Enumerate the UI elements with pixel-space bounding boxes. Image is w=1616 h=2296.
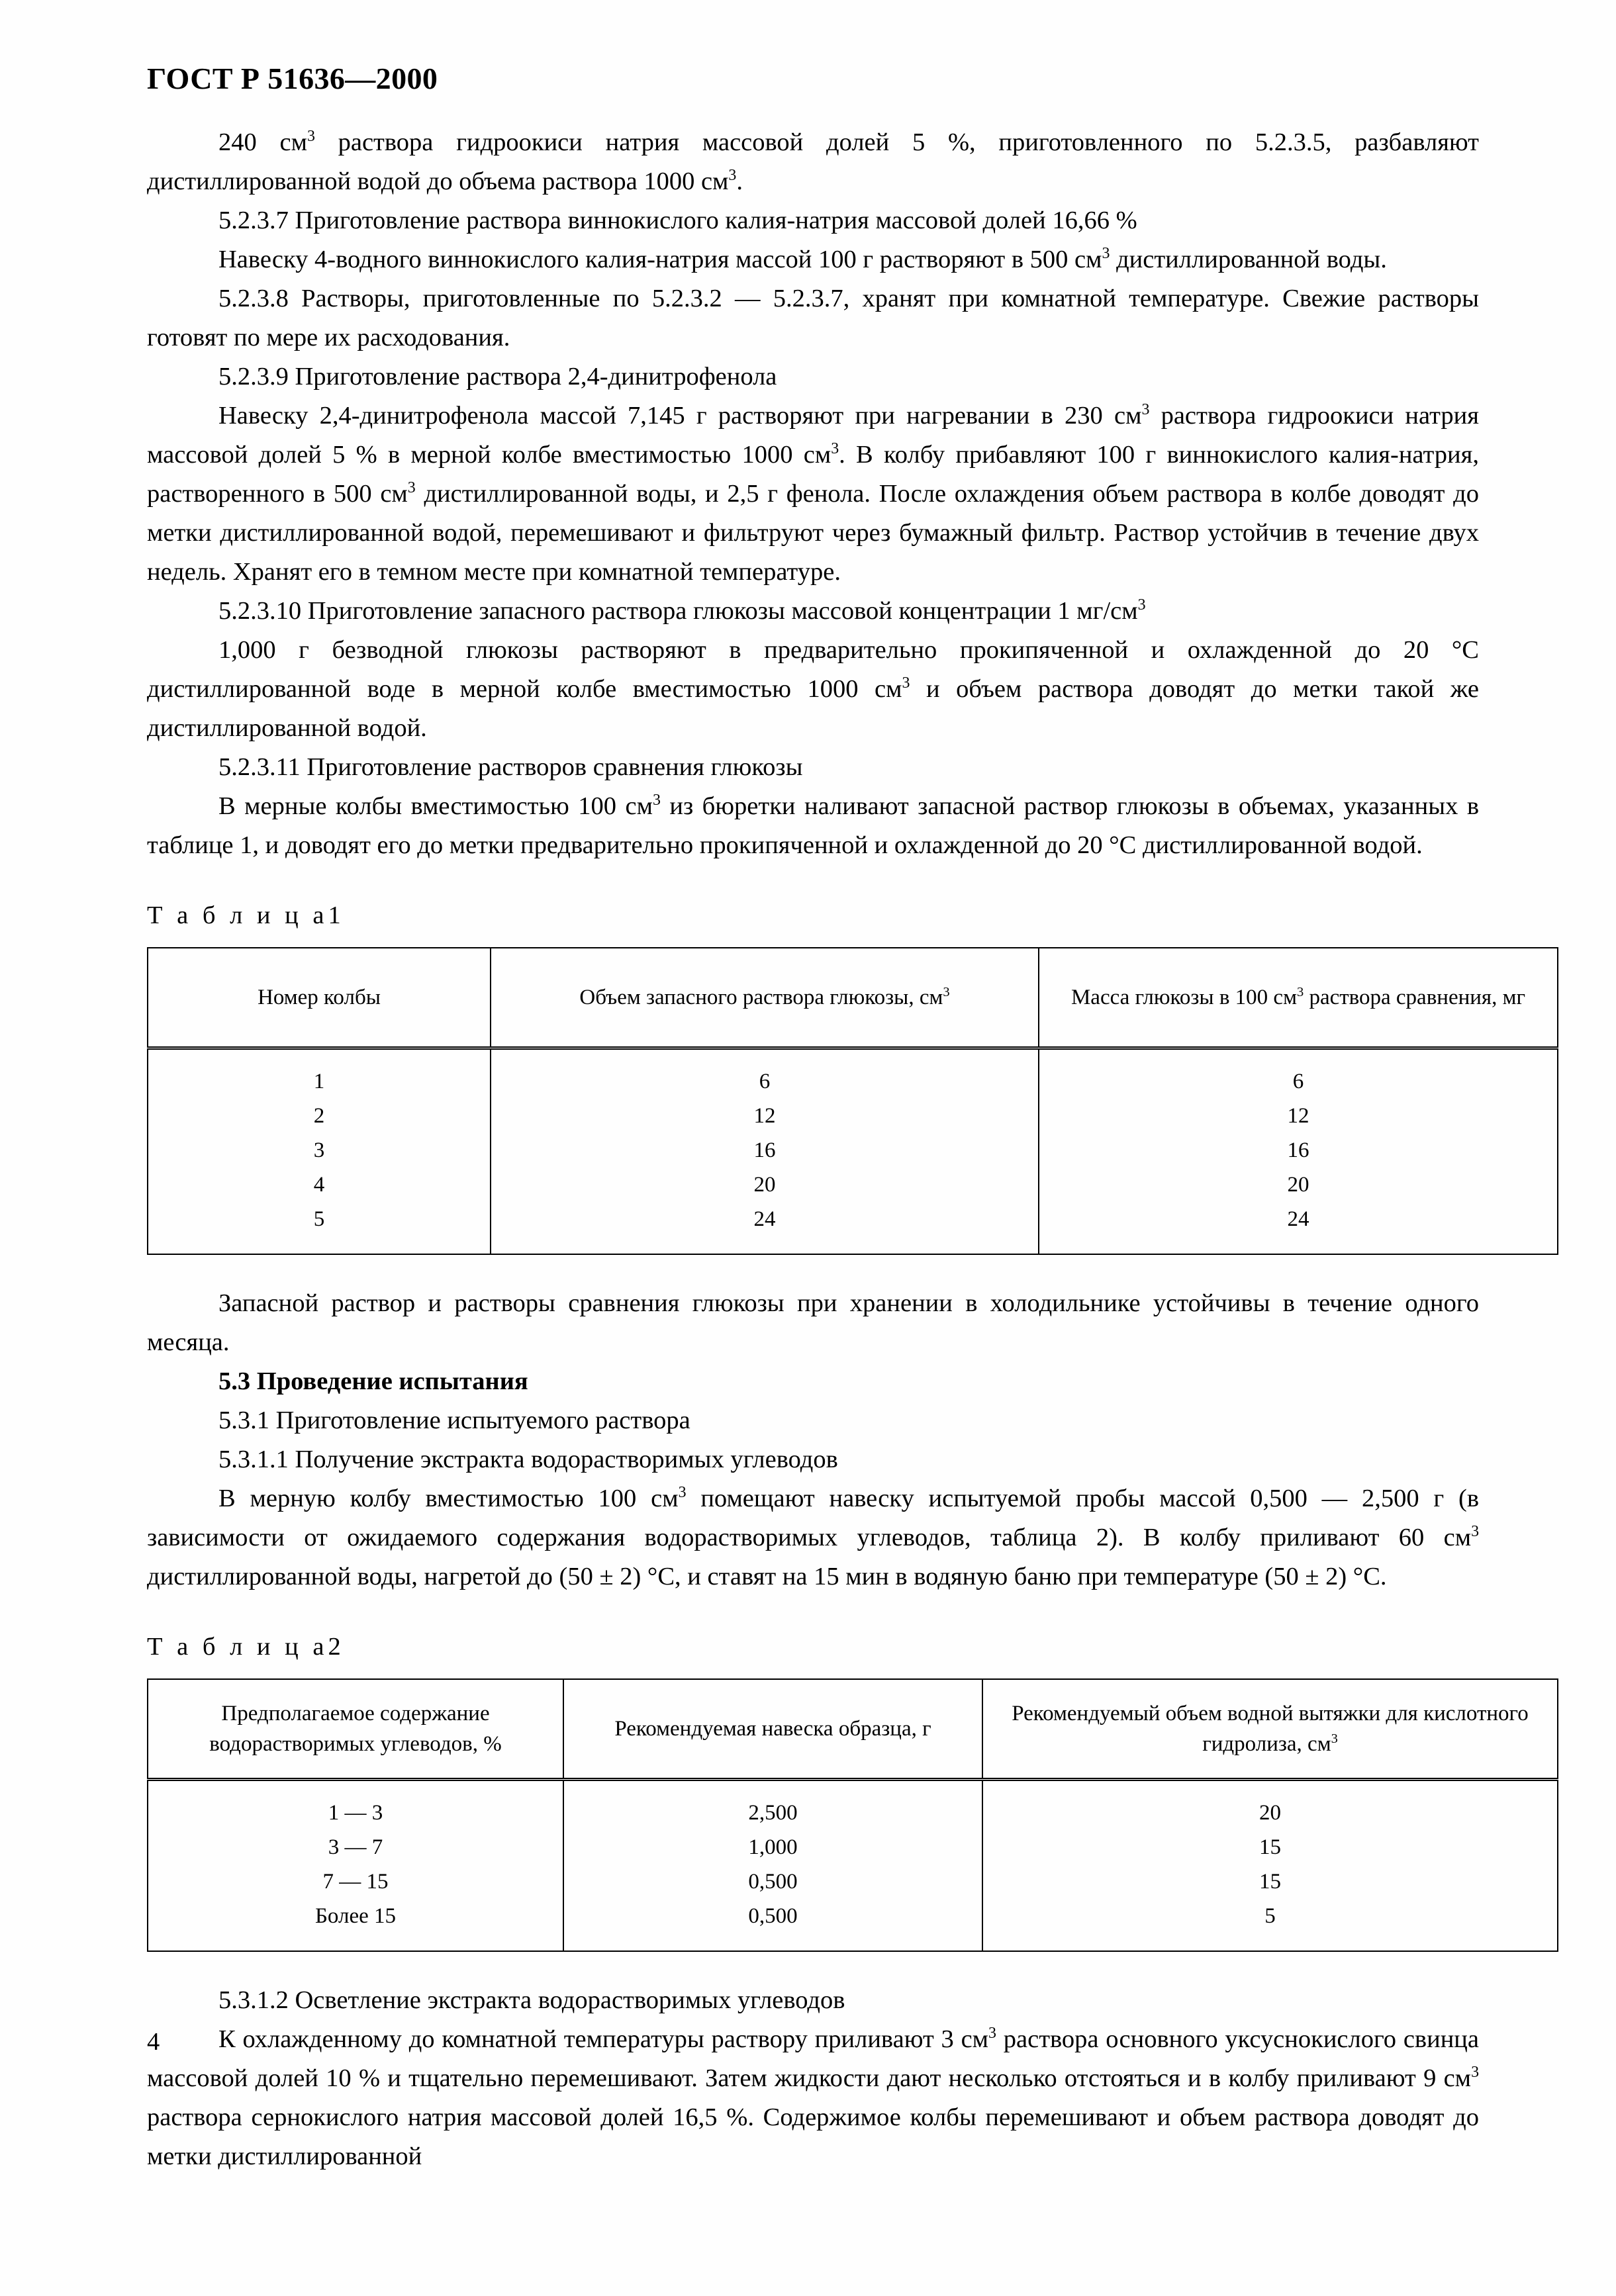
- table-row: [148, 1830, 1558, 1864]
- paragraph-5-3-1: 5.3.1 Приготовление испытуемого раствора: [218, 1406, 690, 1434]
- table-2-body: [148, 1780, 1558, 1952]
- body-text-block-2: [147, 1284, 1479, 1596]
- table-cell: 2,500: [563, 1780, 982, 1831]
- table-1-caption-number: 1: [328, 901, 341, 929]
- table-2-header-expected-content: Предполагаемое содержание водорастворимых углеводов, %: [148, 1679, 563, 1780]
- table-cell: 15: [982, 1830, 1558, 1864]
- table-row: [148, 1202, 1558, 1254]
- superscript-3: 3: [678, 1484, 687, 1502]
- table-cell: 1,000: [563, 1830, 982, 1864]
- table-cell: 24: [491, 1202, 1039, 1254]
- table-cell: 20: [491, 1168, 1039, 1202]
- table-cell: 24: [1039, 1202, 1558, 1254]
- table-cell: 6: [1039, 1048, 1558, 1099]
- table-row: [148, 1864, 1558, 1899]
- superscript-3: 3: [1141, 401, 1150, 419]
- table-1-header-row: [148, 948, 1558, 1048]
- superscript-3: 3: [902, 674, 910, 692]
- table-cell: 3 — 7: [148, 1830, 563, 1864]
- table-cell: 6: [491, 1048, 1039, 1099]
- paragraph-5-3-1-2: 5.3.1.2 Осветление экстракта водорастворимых углеводов: [218, 1986, 845, 2014]
- table-2-header-row: [148, 1679, 1558, 1780]
- paragraph-naveska-4-vodnogo: Навеску 4-водного виннокислого калия-натрия массой 100 г растворяют в 500 $см^3$ дистиллированной воды.: [218, 245, 1387, 273]
- table-2-head: [148, 1679, 1558, 1780]
- paragraph-5-3-1-1: 5.3.1.1 Получение экстракта водорастворимых углеводов: [218, 1446, 838, 1473]
- table-1: [147, 947, 1558, 1255]
- table-cell: 20: [982, 1780, 1558, 1831]
- superscript-3: 3: [307, 128, 315, 146]
- paragraph-5-2-3-11: 5.2.3.11 Приготовление растворов сравнения глюкозы: [218, 753, 803, 781]
- paragraph-dinitrofenol: Навеску 2,4-динитрофенола массой 7,145 г растворяют при нагревании в 230 $см^3$ раствора гидроокиси натрия массовой долей 5 % в мерной колбе вместимостью 1000 $см^3$. В колбу прибавляют 100 г виннокислого калия-натрия, растворенного в 500 $см^3$ дистиллированной воды, и 2,5 г фенола. После охлаждения объем раствора в колбе доводят до метки дистиллированной водой, перемешивают и фильтруют через бумажный фильтр. Раствор устойчив в течение двух недель. Хранят его в темном месте при комнатной температуре.: [147, 401, 1479, 586]
- superscript-3: 3: [831, 440, 839, 458]
- table-cell: 16: [491, 1133, 1039, 1168]
- body-text-block-3: [147, 1981, 1479, 2176]
- table-1-header-glucose-mass: Масса глюкозы в 100 $см^3$ раствора сравнения, мг: [1039, 948, 1558, 1048]
- table-cell: 3: [148, 1133, 491, 1168]
- table-2-caption-label: Т а б л и ц а: [147, 1633, 328, 1661]
- table-cell: 20: [1039, 1168, 1558, 1202]
- table-row: [148, 1133, 1558, 1168]
- table-cell: Более 15: [148, 1899, 563, 1951]
- table-cell: 16: [1039, 1133, 1558, 1168]
- table-cell: 4: [148, 1168, 491, 1202]
- table-cell: 5: [982, 1899, 1558, 1951]
- table-row: [148, 1780, 1558, 1831]
- table-cell: 0,500: [563, 1899, 982, 1951]
- heading-5-3: 5.3 Проведение испытания: [218, 1367, 528, 1395]
- table-row: [148, 1899, 1558, 1951]
- paragraph-mernye-kolby: В мерные колбы вместимостью 100 $см^3$ из бюретки наливают запасной раствор глюкозы в объемах, указанных в таблице 1, и доводят его до метки предварительно прокипяченной и охлажденной до 20 °С дистиллированной водой.: [147, 792, 1479, 859]
- superscript-3: 3: [728, 167, 737, 185]
- table-2-caption: [147, 1632, 1479, 1661]
- table-2-header-recommended-volume: Рекомендуемый объем водной вытяжки для кислотного гидролиза, $см^3$: [982, 1679, 1558, 1780]
- paragraph-bezvodnoy-glyukozy: 1,000 г безводной глюкозы растворяют в предварительно прокипяченной и охлажденной до 20 °С дистиллированной воде в мерной колбе вместимостью 1000 $см^3$ и объем раствора доводят до метки такой же дистиллированной водой.: [147, 636, 1479, 742]
- table-1-caption: [147, 901, 1479, 930]
- superscript-3: 3: [407, 479, 416, 497]
- paragraph-5-2-3-7: 5.2.3.7 Приготовление раствора виннокислого калия-натрия массовой долей 16,66 %: [218, 207, 1137, 234]
- table-1-header-stock-volume: Объем запасного раствора глюкозы, $см^3$: [491, 948, 1039, 1048]
- table-cell: 12: [1039, 1099, 1558, 1133]
- table-1-head: [148, 948, 1558, 1048]
- paragraph-mernuyu-kolbu: В мерную колбу вместимостью 100 $см^3$ помещают навеску испытуемой пробы массой 0,500 — 2,500 г (в зависимости от ожидаемого содержания водорастворимых углеводов, таблица 2). В колбу приливают 60 $см^3$ дистиллированной воды, нагретой до (50 ± 2) °С, и ставят на 15 мин в водяную баню при температуре (50 ± 2) °С.: [147, 1484, 1480, 1590]
- page-content: [147, 0, 1529, 2176]
- table-row: [148, 1168, 1558, 1202]
- table-cell: 15: [982, 1864, 1558, 1899]
- table-row: [148, 1048, 1558, 1099]
- superscript-3: 3: [1471, 1523, 1479, 1541]
- superscript-3: 3: [652, 792, 661, 809]
- standard-header: ГОСТ Р 51636—2000: [147, 62, 438, 95]
- table-cell: 12: [491, 1099, 1039, 1133]
- superscript-3: 3: [988, 2025, 996, 2043]
- table-cell: 2: [148, 1099, 491, 1133]
- superscript-3: 3: [1102, 245, 1110, 263]
- paragraph-ohlazhdennomu: К охлажденному до комнатной температуры раствору приливают 3 $см^3$ раствора основного уксуснокислого свинца массовой долей 10 % и тщательно перемешивают. Затем жидкости дают несколько отстояться и в колбу приливают 9 $см^3$ раствора сернокислого натрия массовой долей 16,5 %. Содержимое колбы перемешивают и объем раствора доводят до метки дистиллированной: [147, 2025, 1479, 2170]
- table-cell: 0,500: [563, 1864, 982, 1899]
- table-1-header-flask-number: Номер колбы: [148, 948, 491, 1048]
- paragraph-5-2-3-9: 5.2.3.9 Приготовление раствора 2,4-динитрофенола: [218, 363, 777, 390]
- paragraph-5-2-3-8: 5.2.3.8 Растворы, приготовленные по 5.2.3.2 — 5.2.3.7, хранят при комнатной температуре. Свежие растворы готовят по мере их расходования.: [147, 285, 1479, 351]
- table-cell: 1 — 3: [148, 1780, 563, 1831]
- paragraph-5-2-3-10: 5.2.3.10 Приготовление запасного раствора глюкозы массовой концентрации 1 $мг/см^3$: [218, 596, 1146, 625]
- table-cell: 1: [148, 1048, 491, 1099]
- table-2-header-recommended-sample: Рекомендуемая навеска образца, г: [563, 1679, 982, 1780]
- table-cell: 5: [148, 1202, 491, 1254]
- paragraph-240-sm3: 240 $см^3$ раствора гидроокиси натрия массовой долей 5 %, приготовленного по 5.2.3.5, разбавляют дистиллированной водой до объема раствора 1000 $см^3$.: [147, 128, 1480, 195]
- table-2: [147, 1678, 1558, 1952]
- superscript-3: 3: [1471, 2064, 1479, 2082]
- superscript-3: 3: [1296, 985, 1304, 999]
- body-text-block: [147, 123, 1479, 865]
- table-1-body: [148, 1048, 1558, 1255]
- superscript-3: 3: [943, 985, 950, 999]
- table-2-caption-number: 2: [328, 1633, 341, 1661]
- superscript-3: 3: [1137, 596, 1146, 614]
- paragraph-zapasnoy-rastvor: Запасной раствор и растворы сравнения глюкозы при хранении в холодильнике устойчивы в течение одного месяца.: [147, 1289, 1479, 1356]
- page-number: 4: [147, 2028, 160, 2056]
- table-cell: 7 — 15: [148, 1864, 563, 1899]
- superscript-3: 3: [1331, 1731, 1338, 1746]
- table-row: [148, 1099, 1558, 1133]
- table-1-caption-label: Т а б л и ц а: [147, 901, 328, 929]
